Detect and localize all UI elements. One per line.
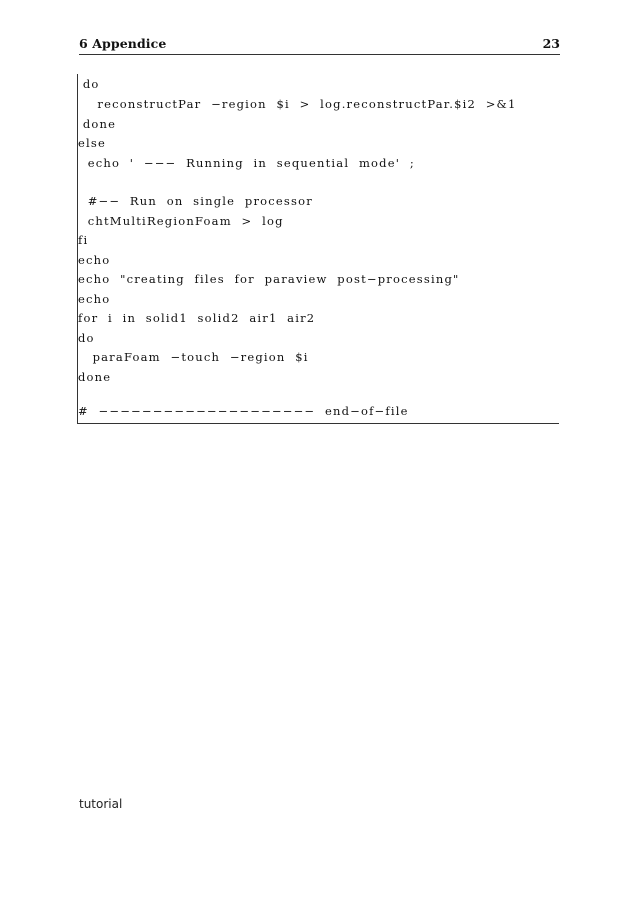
code-line: for i in solid1 solid2 air1 air2: [78, 311, 316, 325]
code-line: #−− Run on single processor: [78, 194, 313, 208]
code-line: fi: [78, 233, 89, 247]
code-line: do: [78, 331, 95, 345]
code-line: paraFoam −touch −region $i: [78, 350, 309, 364]
code-line: do: [78, 77, 100, 91]
page-header: [79, 36, 560, 56]
code-line: else: [78, 136, 106, 150]
code-line: chtMultiRegionFoam > log: [78, 214, 284, 228]
code-line: # −−−−−−−−−−−−−−−−−−−− end−of−file: [78, 404, 409, 418]
code-line: done: [78, 117, 117, 131]
header-rule: [79, 54, 560, 55]
page-footer: tutorial: [79, 797, 123, 811]
code-line: echo ' −−− Running in sequential mode' ;: [78, 156, 415, 170]
code-line: reconstructPar −region $i > log.reconstructPar.$i2 >&1: [78, 97, 517, 111]
code-line: echo "creating files for paraview post−processing": [78, 272, 460, 286]
code-listing: [77, 74, 559, 424]
code-line: done: [78, 370, 112, 384]
page-number: 23: [542, 36, 560, 51]
chapter-title: 6 Appendice: [79, 36, 167, 51]
code-line: echo: [78, 253, 111, 267]
code-line: echo: [78, 292, 111, 306]
